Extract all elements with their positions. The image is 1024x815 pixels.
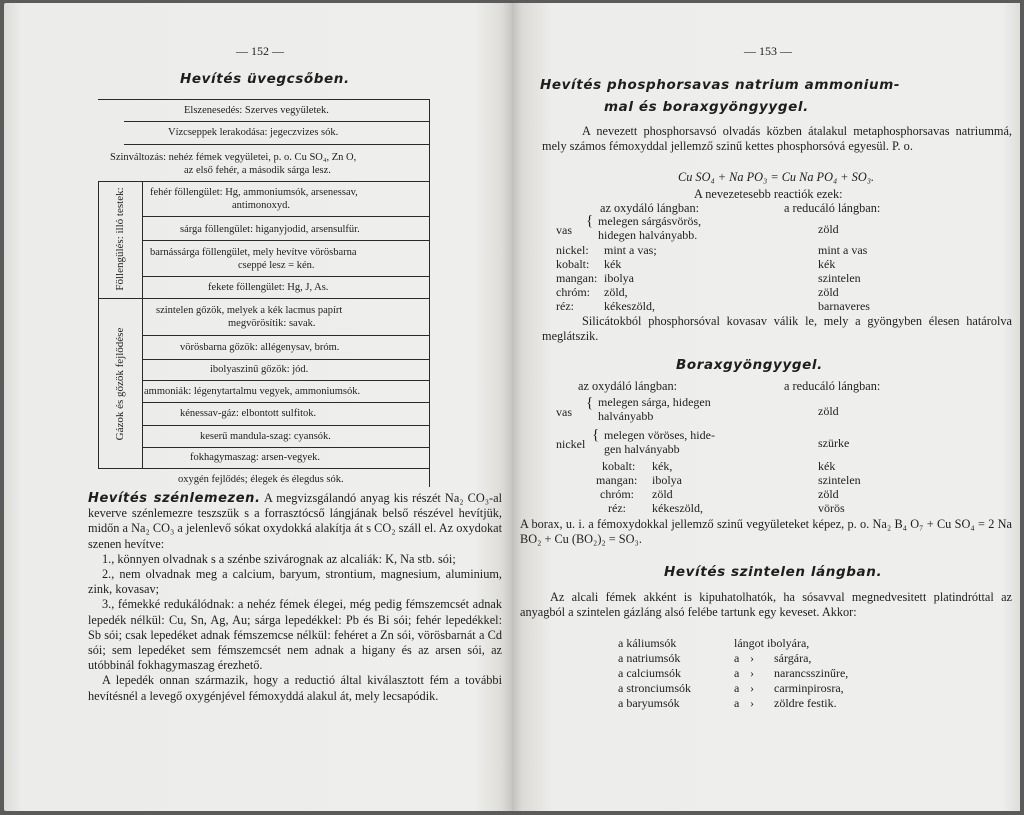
paragraph: 2., nem olvadnak meg a calcium, baryum, strontium, magnesium, aluminium, zink, kovasav; [88, 567, 502, 597]
reducing-result: barnaveres [818, 299, 870, 313]
list-item: a stronciumsók [618, 681, 691, 695]
paragraph: A borax, u. i. a fémoxydokkal jellemző szinű vegyületeket képez, p. o. Na₂ B₄ O₇ + Cu SO₄ = 2 Na BO₂ + Cu (BO₂)₂ = SO₃. [520, 517, 1012, 547]
row-divider [143, 216, 430, 217]
oxidizing-result-cont: hidegen halványabb. [598, 228, 698, 242]
ditto-mark: › [750, 681, 754, 695]
formula: Cu SO₄ + Na PO₃ = Cu Na PO₄ + SO₃. [678, 170, 875, 184]
metal-name: nickel [556, 437, 586, 451]
row-divider [143, 240, 430, 241]
table-row: cseppé lesz = kén. [238, 260, 315, 271]
ditto-mark: › [750, 696, 754, 710]
list-item: a káliumsók [618, 636, 677, 650]
oxidizing-result: zöld [652, 487, 673, 501]
row-divider [98, 298, 430, 299]
list-item: a calciumsók [618, 666, 681, 680]
reactions-intro: A nevezetesebb reactiók ezek: [694, 187, 843, 201]
right-page [512, 3, 1020, 811]
section-title: Hevítés szénlemezen. [88, 491, 261, 506]
list-item-color: sárgára, [774, 651, 812, 665]
table-row: Vízcseppek lerakodása: jegeczvizes sók. [168, 127, 339, 138]
page-number: — 152 — [236, 44, 284, 58]
paragraph: A lepedék onnan származik, hogy a reductió által kiválasztott fém a további hevítésnél a levegő oxygénjével fémoxyddá alakul át, mely lecsapódik. [88, 673, 502, 703]
reducing-result: mint a vas [818, 243, 868, 257]
brace-icon: { [586, 395, 594, 411]
paragraph: A nevezett phosphorsavsó olvadás közben átalakul metaphosphorsavas natriummá, mely számos fémoxyddal jellemző szinű kettes phosphorsóvá egyesül. P. o. [542, 124, 1012, 154]
reducing-result: szintelen [818, 271, 861, 285]
table-row: Elszenesedés: Szerves vegyületek. [184, 105, 329, 116]
paragraph: Az alcali fémek akként is kipuhatolhatók, ha sósavval megnedvesitett platindróttal az anyagból a szintelen gázláng alsó felébe tartunk egy keveset. Akkor: [520, 590, 1012, 620]
list-item-a: a [734, 696, 740, 710]
list-item-a: a [734, 681, 740, 695]
row-divider [143, 380, 430, 381]
table-row: fokhagymaszag: arsen-vegyek. [190, 452, 321, 463]
list-item-color: carminpirosra, [774, 681, 844, 695]
section-title: Hevítés szintelen lángban. [664, 564, 883, 580]
group-label-foellenguelés: Föllengülés: illó testek: [114, 187, 126, 291]
row-divider [143, 447, 430, 448]
paragraph: 1., könnyen olvadnak s a szénbe szivárognak az alcaliák: K, Na stb. sói; [102, 551, 456, 566]
list-item-a: a [734, 666, 740, 680]
metal-name: kobalt: [602, 459, 636, 473]
oxidizing-result: ibolya [604, 271, 634, 285]
metal-name: vas [556, 405, 572, 419]
oxidizing-result: melegen sárga, hidegen [598, 395, 711, 409]
reducing-result: kék [818, 257, 836, 271]
oxidizing-result: kék [604, 257, 622, 271]
row-divider [143, 359, 430, 360]
metal-name: vas [556, 223, 572, 237]
table-row: kénessav-gáz: elbontott sulfitok. [180, 408, 317, 419]
table-row: fekete föllengület: Hg, J, As. [208, 282, 329, 293]
metal-name: kobalt: [556, 257, 590, 271]
row-divider [98, 181, 430, 182]
table-row: megvörösítik: savak. [228, 318, 316, 329]
table-row: ibolyaszinű gőzök: jód. [210, 364, 309, 375]
section-title: Boraxgyöngyygel. [676, 357, 823, 373]
reducing-result: vörös [818, 501, 845, 515]
metal-name: mangan: [556, 271, 598, 285]
reducing-result: zöld [818, 404, 839, 418]
reducing-result: szürke [818, 436, 850, 450]
table-row: sárga föllengület: higanyjodid, arsensulfür. [180, 224, 360, 235]
brace-icon: { [592, 427, 600, 443]
page-title: Hevítés phosphorsavas natrium ammonium- [540, 77, 901, 93]
reducing-result: szintelen [818, 473, 861, 487]
oxidizing-result-cont: gen halványabb [604, 442, 680, 456]
row-divider [143, 402, 430, 403]
table-row: barnássárga föllengület, mely hevítve vörösbarna [150, 247, 357, 258]
oxidizing-result: kékeszöld, [652, 501, 703, 515]
oxidizing-result: ibolya [652, 473, 682, 487]
table-row: keserű mandula-szag: cyansók. [200, 431, 331, 442]
metal-name: chróm: [556, 285, 590, 299]
metal-name: réz: [608, 501, 626, 515]
metal-name: réz: [556, 299, 574, 313]
table-row: az első fehér, a második sárga lesz. [184, 165, 331, 176]
paragraph: 3., fémekké redukálódnak: a nehéz fémek élegei, még pedig fémszemcsét adnak lepedék nélkül: Cu, Sn, Ag, Au; sárga lepedékkel: Pb és Bi sói; fehér lepedékkel: Sb sói; csak lepedéket adnak fémszemcse nélkül: fehéret a Zn sói, vörösbarnát a Cd sói; sem lepedéket sem fémszemcsét nem adnak a higany és az arsen sói, az utóbbinál fokhagymaszag érezhető. [88, 597, 502, 673]
column-header-oxidizing: az oxydáló lángban: [578, 379, 678, 393]
list-item: a baryumsók [618, 696, 680, 710]
reducing-result: zöld [818, 222, 839, 236]
list-item-color: zöldre festik. [774, 696, 837, 710]
row-divider [98, 468, 430, 469]
ditto-mark: › [750, 666, 754, 680]
list-item-color: narancsszinűre, [774, 666, 849, 680]
row-divider [143, 425, 430, 426]
oxidizing-result: zöld, [604, 285, 628, 299]
reducing-result: zöld [818, 487, 839, 501]
oxidizing-result: melegen sárgásvörös, [598, 214, 702, 228]
table-top-rule [98, 99, 430, 100]
row-divider [124, 144, 430, 145]
table-row: szintelen gőzök, melyek a kék lacmus papírt [156, 305, 343, 316]
body-text [88, 491, 502, 704]
page-title-continued: mal és boraxgyöngyygel. [604, 99, 809, 115]
oxidizing-result: melegen vöröses, hide- [604, 428, 715, 442]
column-header-oxidizing: az oxydáló lángban: [600, 201, 700, 215]
table-right-rule [429, 99, 430, 487]
group-rule [142, 298, 143, 468]
ditto-mark: › [750, 651, 754, 665]
table-row: ammoniák: légenytartalmu vegyek, ammoniumsók. [144, 386, 361, 397]
oxidizing-result-cont: halványabb [598, 409, 654, 423]
table-row: antimonoxyd. [232, 200, 291, 211]
oxidizing-result: mint a vas; [604, 243, 657, 257]
left-page [4, 3, 512, 811]
table-row: vörösbarna gőzök: allégenysav, bróm. [180, 342, 340, 353]
row-divider [143, 276, 430, 277]
oxidizing-result: kék, [652, 459, 673, 473]
row-divider [124, 121, 430, 122]
page-title: Hevítés üvegcsőben. [180, 71, 350, 87]
list-item-a: a [734, 651, 740, 665]
row-divider [143, 335, 430, 336]
brace-icon: { [586, 213, 594, 229]
metal-name: mangan: [596, 473, 638, 487]
reducing-result: zöld [818, 285, 839, 299]
list-item: a natriumsók [618, 651, 681, 665]
paragraph: Silicátokból phosphorsóval kovasav válik le, mely a gyöngyben élesen határolva meglátszik. [542, 314, 1012, 344]
column-header-reducing: a reducáló lángban: [784, 379, 881, 393]
table-row: Szinváltozás: nehéz fémek vegyületei, p. o. Cu SO₄, Zn O, [110, 152, 357, 163]
group-rule [98, 181, 99, 298]
group-label-gazok: Gázok és gőzök fejlődése [114, 327, 126, 441]
paragraph: A megvizsgálandó anyag kis részét Na₂ CO₃-al keverve szénlemezre teszszük s a forrasztócső lángjának belső részével hevítjük, midőn a Na₂ CO₃ a jelenlevő sókat oxydokká alakítja át s CO₂ száll el. Az oxydokat szenen hevítve: [88, 491, 502, 551]
oxidizing-result: kékeszöld, [604, 299, 655, 313]
metal-name: nickel: [556, 243, 589, 257]
metal-name: chróm: [600, 487, 634, 501]
column-header-reducing: a reducáló lángban: [784, 201, 881, 215]
page-number: — 153 — [744, 44, 792, 58]
list-item-color: lángot ibolyára, [734, 636, 810, 650]
group-rule [98, 298, 99, 468]
table-row: oxygén fejlődés; élegek és élegdus sók. [178, 474, 344, 485]
reducing-result: kék [818, 459, 836, 473]
table-row: fehér föllengület: Hg, ammoniumsók, arsenessav, [150, 187, 358, 198]
